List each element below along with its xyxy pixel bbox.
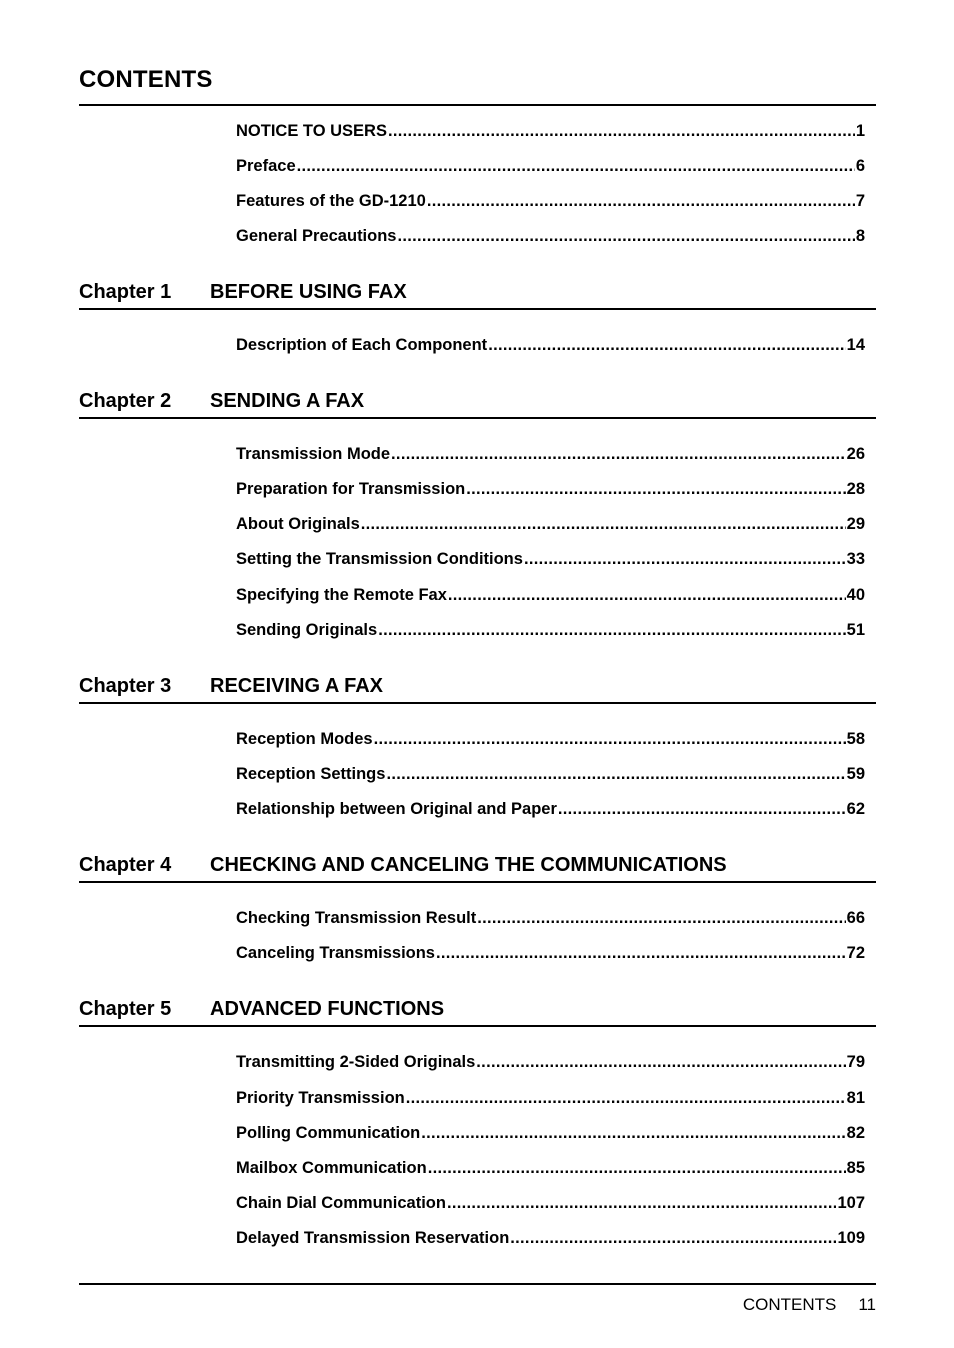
dot-leader — [378, 621, 845, 640]
toc-entry-page: 59 — [846, 765, 865, 783]
toc-entry-label: Checking Transmission Result — [236, 909, 477, 927]
toc-entry-label: Reception Modes — [236, 730, 373, 748]
toc-entry[interactable] — [236, 336, 865, 358]
footer-rule — [79, 1283, 876, 1285]
toc-entry-page: 79 — [846, 1053, 865, 1071]
chapter-number: Chapter 5 — [79, 998, 172, 1020]
chapter-rule — [79, 1025, 876, 1027]
toc-entry-page: 33 — [846, 550, 865, 568]
dot-leader — [297, 157, 855, 176]
toc-entry[interactable] — [236, 515, 865, 537]
contents-page — [79, 0, 876, 1348]
toc-entry-label: Transmitting 2-Sided Originals — [236, 1053, 476, 1071]
dot-leader — [447, 1194, 837, 1213]
toc-entry[interactable] — [236, 944, 865, 966]
toc-entry-label: Sending Originals — [236, 621, 378, 639]
toc-entry[interactable] — [236, 157, 865, 179]
toc-entry-label: Mailbox Communication — [236, 1159, 427, 1177]
toc-entry-page: 7 — [855, 192, 865, 210]
dot-leader — [386, 765, 845, 784]
chapter-2-heading[interactable] — [79, 390, 876, 416]
chapter-number: Chapter 4 — [79, 854, 172, 876]
toc-entry-page: 81 — [846, 1089, 865, 1107]
toc-entry-label: Chain Dial Communication — [236, 1194, 446, 1212]
toc-entry[interactable] — [236, 1194, 865, 1216]
toc-entry-label: Transmission Mode — [236, 445, 391, 463]
chapter-name: CHECKING AND CANCELING THE COMMUNICATIONS — [210, 854, 727, 876]
toc-entry[interactable] — [236, 909, 865, 931]
toc-entry-label: NOTICE TO USERS — [236, 122, 387, 140]
toc-entry[interactable] — [236, 621, 865, 643]
footer-section-name: CONTENTS — [742, 1295, 837, 1314]
chapter-number: Chapter 2 — [79, 390, 172, 412]
chapter-name: RECEIVING A FAX — [210, 675, 383, 697]
toc-entry-page: 72 — [846, 944, 865, 962]
chapter-rule — [79, 881, 876, 883]
chapter-name: SENDING A FAX — [210, 390, 365, 412]
toc-entry-page: 29 — [846, 515, 865, 533]
toc-entry[interactable] — [236, 1229, 865, 1251]
toc-entry[interactable] — [236, 586, 865, 608]
dot-leader — [488, 336, 845, 355]
dot-leader — [406, 1089, 846, 1108]
title-rule — [79, 104, 876, 106]
dot-leader — [428, 1159, 846, 1178]
toc-entry-page: 26 — [846, 445, 865, 463]
dot-leader — [436, 944, 846, 963]
chapter-3-heading[interactable] — [79, 675, 876, 701]
chapter-rule — [79, 702, 876, 704]
toc-entry[interactable] — [236, 1159, 865, 1181]
chapter-name: BEFORE USING FAX — [210, 281, 407, 303]
chapter-rule — [79, 308, 876, 310]
toc-entry-label: Specifying the Remote Fax — [236, 586, 447, 604]
toc-entry-label: Setting the Transmission Conditions — [236, 550, 523, 568]
toc-entry-label: Polling Communication — [236, 1124, 421, 1142]
toc-entry-page: 51 — [846, 621, 865, 639]
page-footer — [79, 1295, 876, 1315]
chapter-5-heading[interactable] — [79, 998, 876, 1024]
dot-leader — [558, 800, 846, 819]
toc-entry[interactable] — [236, 765, 865, 787]
toc-entry[interactable] — [236, 550, 865, 572]
toc-entry-page: 6 — [855, 157, 865, 175]
toc-entry[interactable] — [236, 730, 865, 752]
toc-entry[interactable] — [236, 192, 865, 214]
toc-entry-page: 66 — [846, 909, 865, 927]
dot-leader — [361, 515, 846, 534]
toc-entry-page: 28 — [846, 480, 865, 498]
toc-entry-page: 107 — [837, 1194, 865, 1212]
toc-entry[interactable] — [236, 1053, 865, 1075]
toc-entry-page: 62 — [846, 800, 865, 818]
toc-entry-page: 1 — [855, 122, 865, 140]
toc-entry-page: 82 — [846, 1124, 865, 1142]
dot-leader — [510, 1229, 836, 1248]
toc-entry-label: General Precautions — [236, 227, 397, 245]
toc-entry-page: 109 — [837, 1229, 865, 1247]
toc-entry-label: Delayed Transmission Reservation — [236, 1229, 510, 1247]
dot-leader — [466, 480, 845, 499]
dot-leader — [524, 550, 846, 569]
dot-leader — [388, 122, 855, 141]
toc-entry[interactable] — [236, 480, 865, 502]
dot-leader — [448, 586, 846, 605]
chapter-rule — [79, 417, 876, 419]
toc-entry-page: 85 — [846, 1159, 865, 1177]
toc-entry[interactable] — [236, 227, 865, 249]
dot-leader — [427, 192, 855, 211]
toc-entry-page: 8 — [855, 227, 865, 245]
toc-entry-page: 14 — [846, 336, 865, 354]
toc-entry[interactable] — [236, 1124, 865, 1146]
toc-entry[interactable] — [236, 800, 865, 822]
toc-entry-label: Preparation for Transmission — [236, 480, 466, 498]
footer-page-number: 11 — [858, 1295, 876, 1314]
chapter-name: ADVANCED FUNCTIONS — [210, 998, 445, 1020]
toc-entry-label: Reception Settings — [236, 765, 386, 783]
toc-entry-label: Preface — [236, 157, 296, 175]
dot-leader — [477, 909, 845, 928]
toc-entry-label: Priority Transmission — [236, 1089, 405, 1107]
toc-entry-label: Description of Each Component — [236, 336, 488, 354]
toc-entry[interactable] — [236, 1089, 865, 1111]
page-title: CONTENTS — [79, 66, 213, 93]
toc-entry-page: 58 — [846, 730, 865, 748]
toc-entry-label: About Originals — [236, 515, 360, 533]
toc-entry[interactable] — [236, 445, 865, 467]
toc-entry-label: Features of the GD-1210 — [236, 192, 426, 210]
dot-leader — [476, 1053, 845, 1072]
toc-entry[interactable] — [236, 122, 865, 144]
dot-leader — [421, 1124, 845, 1143]
toc-entry-label: Relationship between Original and Paper — [236, 800, 557, 818]
dot-leader — [397, 227, 854, 246]
chapter-number: Chapter 3 — [79, 675, 172, 697]
toc-entry-label: Canceling Transmissions — [236, 944, 435, 962]
chapter-4-heading[interactable] — [79, 854, 876, 880]
chapter-number: Chapter 1 — [79, 281, 172, 303]
chapter-1-heading[interactable] — [79, 281, 876, 307]
dot-leader — [374, 730, 846, 749]
toc-entry-page: 40 — [846, 586, 865, 604]
dot-leader — [391, 445, 846, 464]
